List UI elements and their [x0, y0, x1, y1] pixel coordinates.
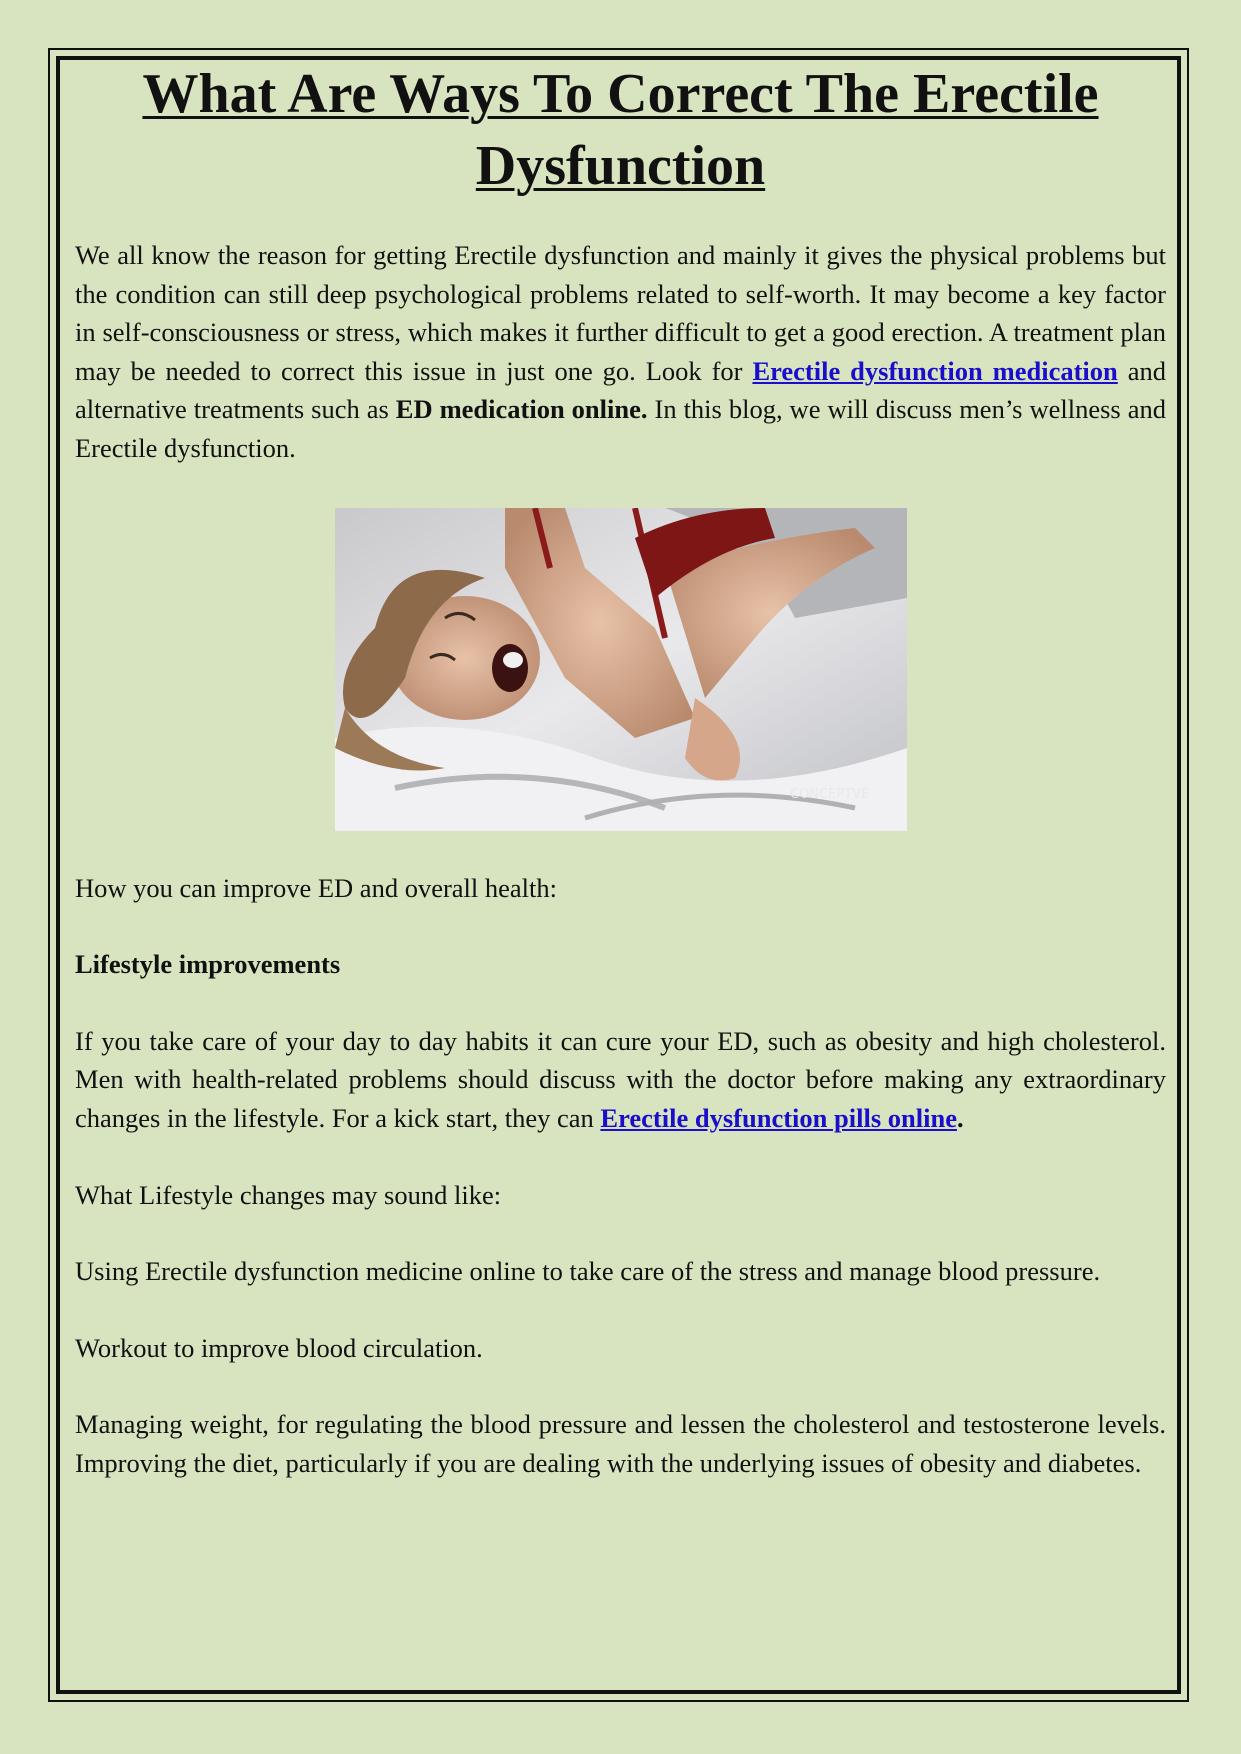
list-item: Managing weight, for regulating the blood pressure and lessen the cholesterol and testosterone levels. Improving the diet, particularly if you are dealing with the underlying issues of obesity and diabetes.	[75, 1409, 1166, 1478]
intro-paragraph	[75, 236, 1166, 468]
document-body	[75, 58, 1166, 1483]
list-item: Using Erectile dysfunction medicine online to take care of the stress and manage blood pressure.	[75, 1256, 1101, 1287]
intro-text-2: and alternative treatments such as	[75, 355, 1166, 425]
lifestyle-text-end: .	[956, 1102, 964, 1133]
improve-heading: How you can improve ED and overall health:	[75, 872, 558, 903]
lifestyle-heading-text: Lifestyle improvements	[75, 949, 341, 980]
page-title: What Are Ways To Correct The Erectile Dysfunction	[142, 63, 1099, 197]
lifestyle-heading	[75, 945, 1166, 984]
ed-medication-link[interactable]: Erectile dysfunction medication	[752, 355, 1118, 386]
intro-text-3: In this blog, we will discuss men’s wellness and Erectile dysfunction.	[75, 394, 1166, 463]
ed-pills-online-link[interactable]: Erectile dysfunction pills online	[600, 1102, 957, 1133]
intro-bold-text: ED medication online.	[395, 394, 648, 425]
changes-heading: What Lifestyle changes may sound like:	[75, 1179, 502, 1210]
article-photo	[335, 508, 907, 831]
lifestyle-paragraph	[75, 1022, 1166, 1138]
svg-text:CONCEPTVE: CONCEPTVE	[790, 786, 870, 802]
lifestyle-text-1: If you take care of your day to day habits it can cure your ED, such as obesity and high cholesterol. Men with health-related problems should discuss with the doctor before making any extraordinary changes in the lifestyle. For a kick start, they can	[75, 1025, 1166, 1133]
list-item: Workout to improve blood circulation.	[75, 1332, 483, 1363]
intro-text-1: We all know the reason for getting Erectile dysfunction and mainly it gives the physical problems but the condition can still deep psychological problems related to self-worth. It may become a key factor in self-consciousness or stress, which makes it further difficult to get a good erection. A treatment plan may be needed to correct this issue in just one go. Look for	[75, 240, 1166, 386]
